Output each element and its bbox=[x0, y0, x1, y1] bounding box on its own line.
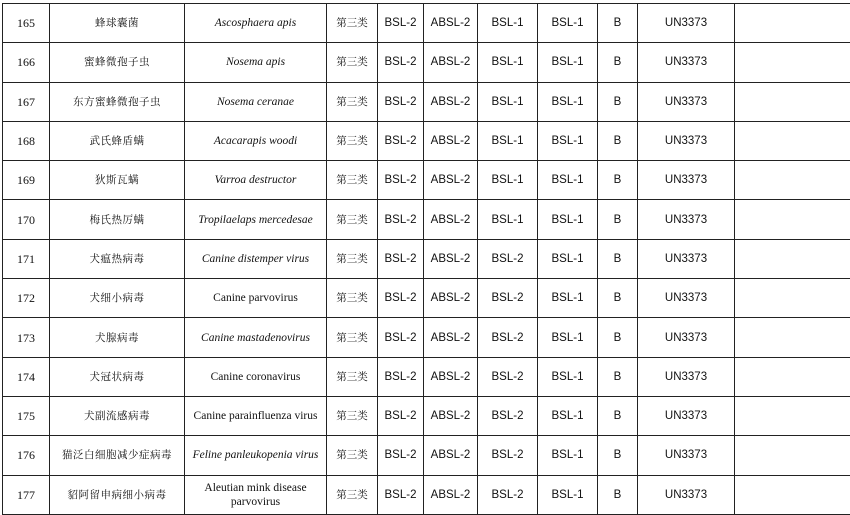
latin-name-cell: Canine distemper virus bbox=[185, 239, 327, 278]
table-row bbox=[3, 475, 850, 514]
hazard-class-cell: 第三类 bbox=[327, 200, 378, 239]
chinese-name-cell: 狄斯瓦螨 bbox=[50, 161, 185, 200]
lab-level-cell: BSL-2 bbox=[378, 4, 424, 43]
latin-name-cell: Tropilaelaps mercedesae bbox=[185, 200, 327, 239]
animal-lab-level-cell: ABSL-2 bbox=[424, 161, 478, 200]
latin-name-cell: Canine coronavirus bbox=[185, 357, 327, 396]
latin-name-cell: Canine parainfluenza virus bbox=[185, 396, 327, 435]
row-number-cell: 172 bbox=[3, 279, 50, 318]
row-number-cell: 170 bbox=[3, 200, 50, 239]
chinese-name-cell: 貂阿留申病细小病毒 bbox=[50, 475, 185, 514]
inactivated-level-cell: BSL-2 bbox=[478, 475, 538, 514]
noninfectious-level-cell: BSL-1 bbox=[538, 279, 598, 318]
un-number-cell: UN3373 bbox=[638, 200, 735, 239]
table-row bbox=[3, 279, 850, 318]
table-row bbox=[3, 200, 850, 239]
packaging-class-cell: B bbox=[598, 161, 638, 200]
lab-level-cell: BSL-2 bbox=[378, 318, 424, 357]
latin-name-cell: Varroa destructor bbox=[185, 161, 327, 200]
un-number-cell: UN3373 bbox=[638, 161, 735, 200]
inactivated-level-cell: BSL-1 bbox=[478, 43, 538, 82]
animal-lab-level-cell: ABSL-2 bbox=[424, 82, 478, 121]
animal-lab-level-cell: ABSL-2 bbox=[424, 239, 478, 278]
packaging-class-cell: B bbox=[598, 43, 638, 82]
row-number-cell: 167 bbox=[3, 82, 50, 121]
noninfectious-level-cell: BSL-1 bbox=[538, 161, 598, 200]
remarks-cell bbox=[735, 318, 850, 357]
inactivated-level-cell: BSL-2 bbox=[478, 357, 538, 396]
lab-level-cell: BSL-2 bbox=[378, 161, 424, 200]
un-number-cell: UN3373 bbox=[638, 82, 735, 121]
lab-level-cell: BSL-2 bbox=[378, 279, 424, 318]
un-number-cell: UN3373 bbox=[638, 239, 735, 278]
hazard-class-cell: 第三类 bbox=[327, 357, 378, 396]
animal-lab-level-cell: ABSL-2 bbox=[424, 4, 478, 43]
noninfectious-level-cell: BSL-1 bbox=[538, 43, 598, 82]
remarks-cell bbox=[735, 475, 850, 514]
animal-lab-level-cell: ABSL-2 bbox=[424, 121, 478, 160]
packaging-class-cell: B bbox=[598, 475, 638, 514]
hazard-class-cell: 第三类 bbox=[327, 318, 378, 357]
un-number-cell: UN3373 bbox=[638, 357, 735, 396]
remarks-cell bbox=[735, 200, 850, 239]
un-number-cell: UN3373 bbox=[638, 396, 735, 435]
hazard-class-cell: 第三类 bbox=[327, 82, 378, 121]
packaging-class-cell: B bbox=[598, 357, 638, 396]
packaging-class-cell: B bbox=[598, 279, 638, 318]
hazard-class-cell: 第三类 bbox=[327, 161, 378, 200]
inactivated-level-cell: BSL-1 bbox=[478, 4, 538, 43]
un-number-cell: UN3373 bbox=[638, 43, 735, 82]
remarks-cell bbox=[735, 161, 850, 200]
un-number-cell: UN3373 bbox=[638, 475, 735, 514]
row-number-cell: 175 bbox=[3, 396, 50, 435]
packaging-class-cell: B bbox=[598, 4, 638, 43]
hazard-class-cell: 第三类 bbox=[327, 239, 378, 278]
table-row bbox=[3, 161, 850, 200]
inactivated-level-cell: BSL-2 bbox=[478, 396, 538, 435]
table-row bbox=[3, 239, 850, 278]
animal-lab-level-cell: ABSL-2 bbox=[424, 279, 478, 318]
un-number-cell: UN3373 bbox=[638, 318, 735, 357]
chinese-name-cell: 梅氏热厉螨 bbox=[50, 200, 185, 239]
hazard-class-cell: 第三类 bbox=[327, 279, 378, 318]
un-number-cell: UN3373 bbox=[638, 436, 735, 475]
animal-lab-level-cell: ABSL-2 bbox=[424, 475, 478, 514]
chinese-name-cell: 犬腺病毒 bbox=[50, 318, 185, 357]
noninfectious-level-cell: BSL-1 bbox=[538, 82, 598, 121]
remarks-cell bbox=[735, 239, 850, 278]
animal-lab-level-cell: ABSL-2 bbox=[424, 318, 478, 357]
lab-level-cell: BSL-2 bbox=[378, 475, 424, 514]
chinese-name-cell: 蜂球囊菌 bbox=[50, 4, 185, 43]
noninfectious-level-cell: BSL-1 bbox=[538, 357, 598, 396]
hazard-class-cell: 第三类 bbox=[327, 396, 378, 435]
noninfectious-level-cell: BSL-1 bbox=[538, 239, 598, 278]
latin-name-cell: Ascosphaera apis bbox=[185, 4, 327, 43]
inactivated-level-cell: BSL-1 bbox=[478, 200, 538, 239]
table-row bbox=[3, 357, 850, 396]
hazard-class-cell: 第三类 bbox=[327, 475, 378, 514]
chinese-name-cell: 犬细小病毒 bbox=[50, 279, 185, 318]
table-row bbox=[3, 82, 850, 121]
inactivated-level-cell: BSL-1 bbox=[478, 82, 538, 121]
hazard-class-cell: 第三类 bbox=[327, 436, 378, 475]
hazard-class-cell: 第三类 bbox=[327, 43, 378, 82]
packaging-class-cell: B bbox=[598, 318, 638, 357]
latin-name-cell: Aleutian mink disease parvovirus bbox=[185, 475, 327, 514]
lab-level-cell: BSL-2 bbox=[378, 43, 424, 82]
latin-name-cell: Nosema apis bbox=[185, 43, 327, 82]
row-number-cell: 177 bbox=[3, 475, 50, 514]
chinese-name-cell: 蜜蜂微孢子虫 bbox=[50, 43, 185, 82]
table-row bbox=[3, 436, 850, 475]
table-row bbox=[3, 318, 850, 357]
remarks-cell bbox=[735, 357, 850, 396]
row-number-cell: 169 bbox=[3, 161, 50, 200]
row-number-cell: 173 bbox=[3, 318, 50, 357]
animal-lab-level-cell: ABSL-2 bbox=[424, 200, 478, 239]
row-number-cell: 166 bbox=[3, 43, 50, 82]
noninfectious-level-cell: BSL-1 bbox=[538, 318, 598, 357]
inactivated-level-cell: BSL-1 bbox=[478, 121, 538, 160]
lab-level-cell: BSL-2 bbox=[378, 82, 424, 121]
latin-name-cell: Acacarapis woodi bbox=[185, 121, 327, 160]
table-row bbox=[3, 43, 850, 82]
remarks-cell bbox=[735, 43, 850, 82]
noninfectious-level-cell: BSL-1 bbox=[538, 475, 598, 514]
remarks-cell bbox=[735, 396, 850, 435]
lab-level-cell: BSL-2 bbox=[378, 436, 424, 475]
latin-name-cell: Canine parvovirus bbox=[185, 279, 327, 318]
latin-name-cell: Canine mastadenovirus bbox=[185, 318, 327, 357]
remarks-cell bbox=[735, 279, 850, 318]
chinese-name-cell: 东方蜜蜂微孢子虫 bbox=[50, 82, 185, 121]
chinese-name-cell: 犬副流感病毒 bbox=[50, 396, 185, 435]
chinese-name-cell: 犬冠状病毒 bbox=[50, 357, 185, 396]
row-number-cell: 168 bbox=[3, 121, 50, 160]
remarks-cell bbox=[735, 436, 850, 475]
lab-level-cell: BSL-2 bbox=[378, 357, 424, 396]
noninfectious-level-cell: BSL-1 bbox=[538, 4, 598, 43]
inactivated-level-cell: BSL-2 bbox=[478, 279, 538, 318]
noninfectious-level-cell: BSL-1 bbox=[538, 200, 598, 239]
hazard-class-cell: 第三类 bbox=[327, 4, 378, 43]
packaging-class-cell: B bbox=[598, 121, 638, 160]
packaging-class-cell: B bbox=[598, 200, 638, 239]
inactivated-level-cell: BSL-2 bbox=[478, 239, 538, 278]
remarks-cell bbox=[735, 82, 850, 121]
un-number-cell: UN3373 bbox=[638, 121, 735, 160]
remarks-cell bbox=[735, 4, 850, 43]
table-body bbox=[3, 4, 850, 515]
packaging-class-cell: B bbox=[598, 396, 638, 435]
lab-level-cell: BSL-2 bbox=[378, 200, 424, 239]
noninfectious-level-cell: BSL-1 bbox=[538, 396, 598, 435]
latin-name-cell: Nosema ceranae bbox=[185, 82, 327, 121]
noninfectious-level-cell: BSL-1 bbox=[538, 436, 598, 475]
chinese-name-cell: 猫泛白细胞减少症病毒 bbox=[50, 436, 185, 475]
row-number-cell: 176 bbox=[3, 436, 50, 475]
table-row bbox=[3, 4, 850, 43]
inactivated-level-cell: BSL-2 bbox=[478, 318, 538, 357]
inactivated-level-cell: BSL-2 bbox=[478, 436, 538, 475]
noninfectious-level-cell: BSL-1 bbox=[538, 121, 598, 160]
row-number-cell: 174 bbox=[3, 357, 50, 396]
lab-level-cell: BSL-2 bbox=[378, 121, 424, 160]
packaging-class-cell: B bbox=[598, 82, 638, 121]
packaging-class-cell: B bbox=[598, 239, 638, 278]
inactivated-level-cell: BSL-1 bbox=[478, 161, 538, 200]
un-number-cell: UN3373 bbox=[638, 4, 735, 43]
animal-lab-level-cell: ABSL-2 bbox=[424, 396, 478, 435]
chinese-name-cell: 犬瘟热病毒 bbox=[50, 239, 185, 278]
animal-lab-level-cell: ABSL-2 bbox=[424, 357, 478, 396]
latin-name-cell: Feline panleukopenia virus bbox=[185, 436, 327, 475]
animal-lab-level-cell: ABSL-2 bbox=[424, 436, 478, 475]
lab-level-cell: BSL-2 bbox=[378, 396, 424, 435]
row-number-cell: 171 bbox=[3, 239, 50, 278]
un-number-cell: UN3373 bbox=[638, 279, 735, 318]
table-row bbox=[3, 121, 850, 160]
chinese-name-cell: 武氏蜂盾螨 bbox=[50, 121, 185, 160]
animal-lab-level-cell: ABSL-2 bbox=[424, 43, 478, 82]
hazard-class-cell: 第三类 bbox=[327, 121, 378, 160]
pathogen-table bbox=[2, 3, 850, 515]
row-number-cell: 165 bbox=[3, 4, 50, 43]
packaging-class-cell: B bbox=[598, 436, 638, 475]
remarks-cell bbox=[735, 121, 850, 160]
lab-level-cell: BSL-2 bbox=[378, 239, 424, 278]
table-row bbox=[3, 396, 850, 435]
